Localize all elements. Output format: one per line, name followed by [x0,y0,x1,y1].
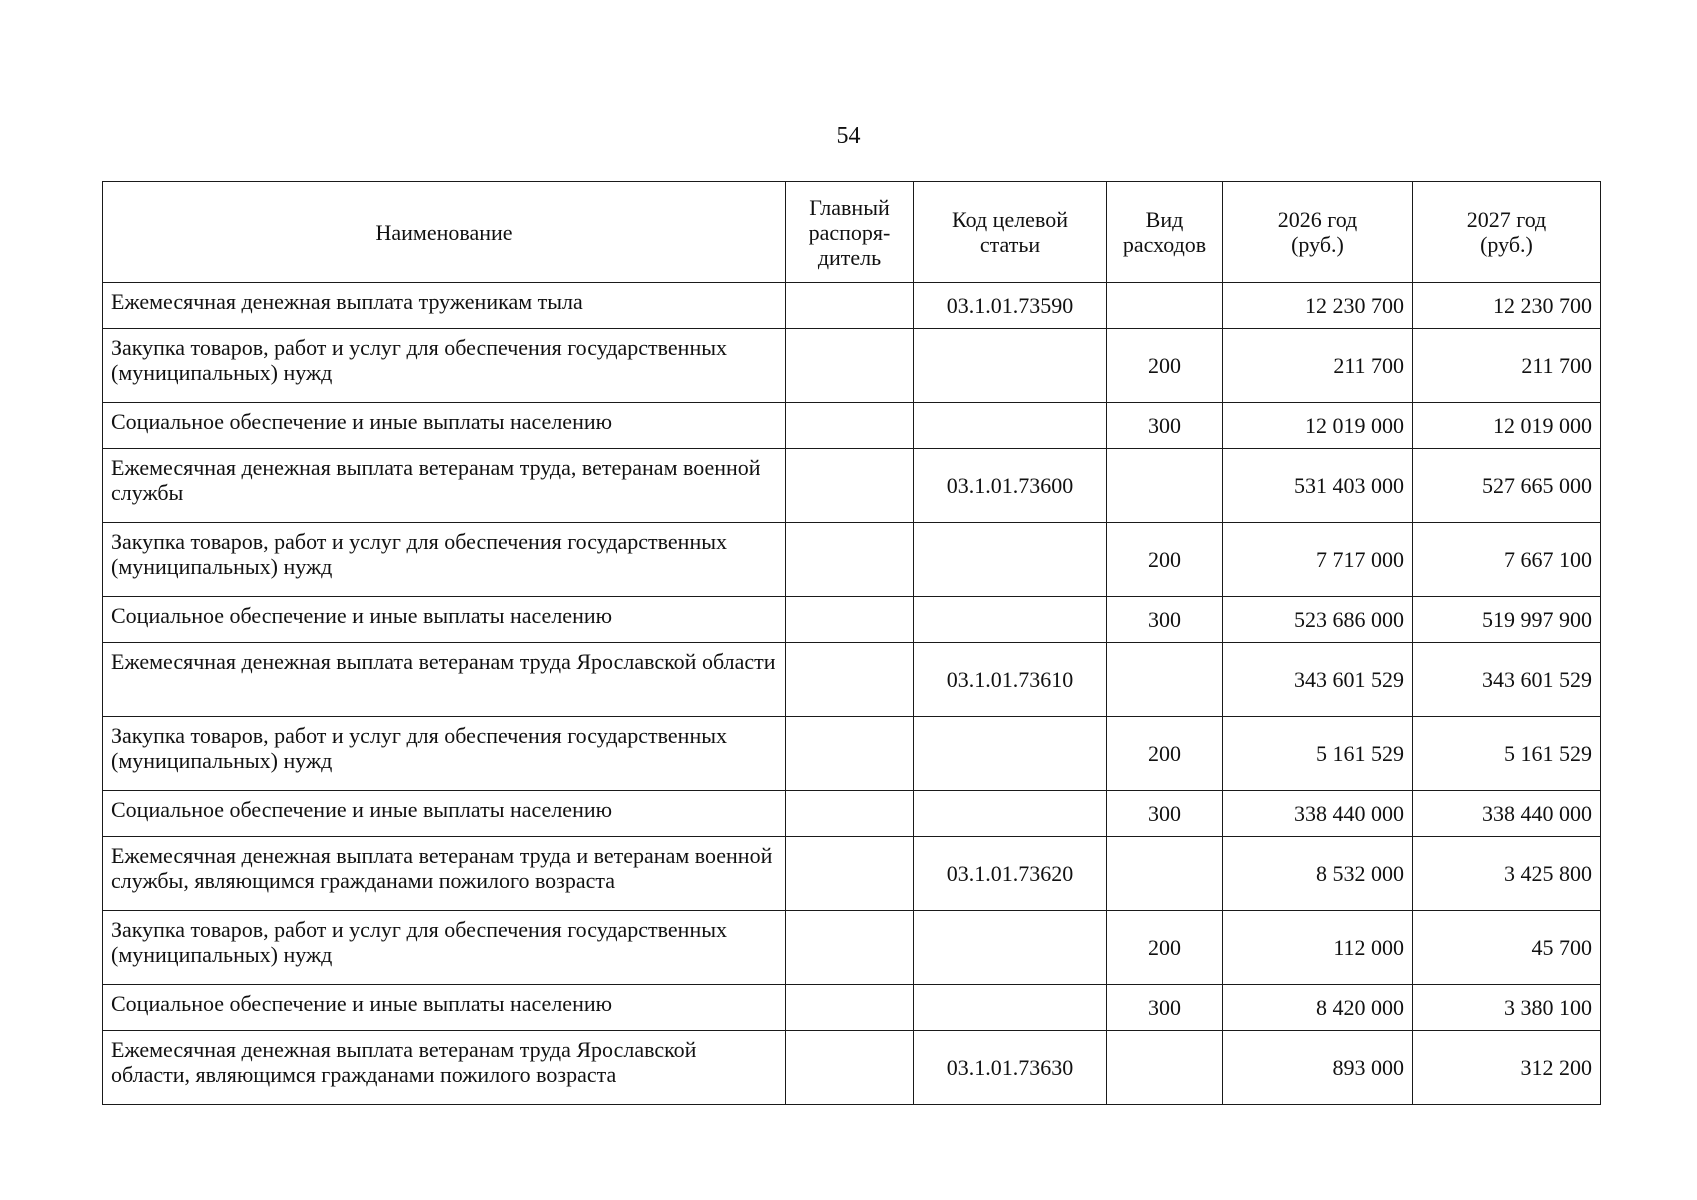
cell-amount-2026: 7 717 000 [1223,523,1413,597]
table-row [103,283,1601,329]
header-2026: 2026 год (руб.) [1223,182,1413,283]
cell-amount-2026: 523 686 000 [1223,597,1413,643]
cell-amount-2027: 338 440 000 [1413,791,1601,837]
cell-code [914,329,1107,403]
cell-name: Социальное обеспечение и иные выплаты населению [103,403,786,449]
header-type: Вид расходов [1107,182,1223,283]
cell-amount-2026: 5 161 529 [1223,717,1413,791]
cell-expense-type: 200 [1107,523,1223,597]
cell-amount-2026: 893 000 [1223,1031,1413,1105]
cell-expense-type: 200 [1107,911,1223,985]
table-row [103,523,1601,597]
cell-code: 03.1.01.73590 [914,283,1107,329]
cell-amount-2026: 531 403 000 [1223,449,1413,523]
cell-amount-2027: 5 161 529 [1413,717,1601,791]
table-row [103,791,1601,837]
cell-amount-2026: 211 700 [1223,329,1413,403]
table-row [103,1031,1601,1105]
cell-amount-2027: 343 601 529 [1413,643,1601,717]
cell-amount-2027: 12 230 700 [1413,283,1601,329]
cell-name: Ежемесячная денежная выплата ветеранам труда Ярославской области, являющимся гражданами пожилого возраста [103,1031,786,1105]
cell-manager [786,283,914,329]
cell-manager [786,403,914,449]
cell-manager [786,523,914,597]
cell-expense-type [1107,283,1223,329]
cell-expense-type [1107,837,1223,911]
cell-amount-2026: 8 420 000 [1223,985,1413,1031]
cell-amount-2026: 112 000 [1223,911,1413,985]
cell-amount-2027: 3 380 100 [1413,985,1601,1031]
cell-manager [786,911,914,985]
cell-name: Ежемесячная денежная выплата труженикам тыла [103,283,786,329]
header-2027: 2027 год (руб.) [1413,182,1601,283]
cell-manager [786,791,914,837]
cell-code [914,985,1107,1031]
cell-manager [786,597,914,643]
cell-name: Закупка товаров, работ и услуг для обеспечения государственных (муниципальных) нужд [103,329,786,403]
cell-code [914,523,1107,597]
cell-expense-type: 300 [1107,791,1223,837]
cell-name: Ежемесячная денежная выплата ветеранам труда, ветеранам военной службы [103,449,786,523]
cell-expense-type: 300 [1107,985,1223,1031]
cell-code [914,791,1107,837]
cell-amount-2026: 12 019 000 [1223,403,1413,449]
cell-name: Ежемесячная денежная выплата ветеранам труда и ветеранам военной службы, являющимся гражданами пожилого возраста [103,837,786,911]
cell-expense-type [1107,643,1223,717]
cell-name: Социальное обеспечение и иные выплаты населению [103,985,786,1031]
table-row [103,403,1601,449]
cell-amount-2027: 7 667 100 [1413,523,1601,597]
cell-name: Закупка товаров, работ и услуг для обеспечения государственных (муниципальных) нужд [103,911,786,985]
cell-manager [786,985,914,1031]
cell-amount-2027: 527 665 000 [1413,449,1601,523]
cell-manager [786,717,914,791]
cell-amount-2026: 8 532 000 [1223,837,1413,911]
cell-name: Социальное обеспечение и иные выплаты населению [103,791,786,837]
table-header-row [103,182,1601,283]
table-body [103,283,1601,1105]
budget-table [102,181,1601,1105]
cell-code [914,717,1107,791]
cell-amount-2026: 338 440 000 [1223,791,1413,837]
cell-amount-2026: 12 230 700 [1223,283,1413,329]
cell-amount-2026: 343 601 529 [1223,643,1413,717]
cell-name: Закупка товаров, работ и услуг для обеспечения государственных (муниципальных) нужд [103,523,786,597]
table-row [103,837,1601,911]
cell-amount-2027: 12 019 000 [1413,403,1601,449]
cell-amount-2027: 519 997 900 [1413,597,1601,643]
table-row [103,911,1601,985]
header-code: Код целевой статьи [914,182,1107,283]
cell-expense-type: 200 [1107,329,1223,403]
cell-code [914,911,1107,985]
cell-amount-2027: 45 700 [1413,911,1601,985]
cell-expense-type: 300 [1107,403,1223,449]
table-row [103,717,1601,791]
cell-amount-2027: 312 200 [1413,1031,1601,1105]
cell-name: Социальное обеспечение и иные выплаты населению [103,597,786,643]
cell-manager [786,837,914,911]
cell-expense-type: 300 [1107,597,1223,643]
table-row [103,985,1601,1031]
cell-amount-2027: 211 700 [1413,329,1601,403]
cell-manager [786,643,914,717]
cell-name: Ежемесячная денежная выплата ветеранам труда Ярославской области [103,643,786,717]
header-name: Наименование [103,182,786,283]
cell-expense-type [1107,1031,1223,1105]
cell-manager [786,449,914,523]
header-manager: Главный распоря- дитель [786,182,914,283]
cell-manager [786,329,914,403]
table-row [103,643,1601,717]
table-row [103,449,1601,523]
cell-manager [786,1031,914,1105]
cell-code [914,403,1107,449]
cell-expense-type [1107,449,1223,523]
cell-code: 03.1.01.73620 [914,837,1107,911]
cell-code: 03.1.01.73600 [914,449,1107,523]
cell-name: Закупка товаров, работ и услуг для обеспечения государственных (муниципальных) нужд [103,717,786,791]
cell-expense-type: 200 [1107,717,1223,791]
table-row [103,597,1601,643]
page-number: 54 [836,123,861,149]
cell-code: 03.1.01.73630 [914,1031,1107,1105]
table-row [103,329,1601,403]
cell-code: 03.1.01.73610 [914,643,1107,717]
cell-amount-2027: 3 425 800 [1413,837,1601,911]
cell-code [914,597,1107,643]
